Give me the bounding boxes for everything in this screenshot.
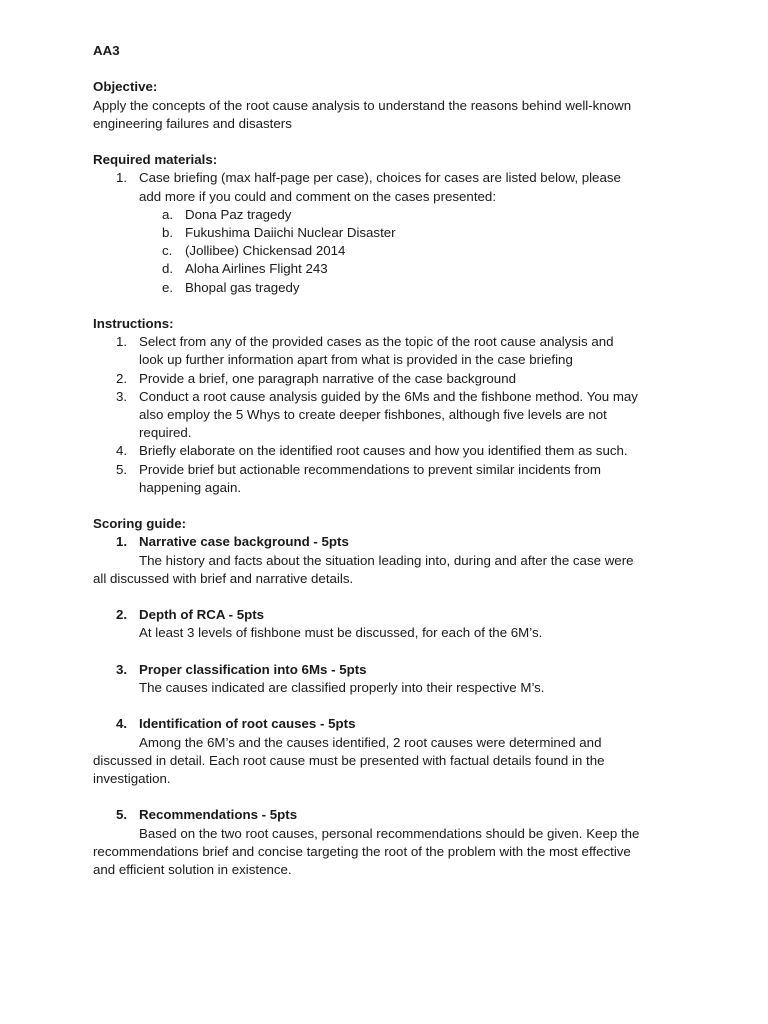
case-option bbox=[93, 224, 683, 242]
list-number: 5. bbox=[116, 461, 128, 477]
instructions-heading: Instructions: bbox=[93, 316, 174, 331]
scoring-item-title bbox=[93, 661, 683, 679]
scoring-title-text: Narrative case background - 5pts bbox=[139, 534, 349, 550]
instruction-line: required. bbox=[139, 425, 192, 441]
list-number: 1. bbox=[116, 534, 128, 550]
scoring-title-text: Depth of RCA - 5pts bbox=[139, 607, 265, 623]
scoring-line: At least 3 levels of fishbone must be discussed, for each of the 6M’s. bbox=[139, 625, 543, 641]
list-number: 1. bbox=[116, 334, 128, 350]
instruction-line: Conduct a root cause analysis guided by the 6Ms and the fishbone method. You may bbox=[139, 388, 638, 404]
scoring-line: recommendations brief and concise targeting the root of the problem with the most effective bbox=[93, 843, 631, 859]
list-letter: a. bbox=[162, 206, 174, 222]
instruction-line: happening again. bbox=[139, 479, 242, 495]
list-letter: d. bbox=[162, 261, 174, 277]
scoring-item-title bbox=[93, 715, 683, 733]
scoring-line: Based on the two root causes, personal recommendations should be given. Keep the bbox=[139, 825, 640, 841]
case-option-text: (Jollibee) Chickensad 2014 bbox=[185, 243, 346, 259]
instruction-item bbox=[93, 370, 683, 388]
case-option-text: Fukushima Daiichi Nuclear Disaster bbox=[185, 225, 396, 240]
case-option-text: Aloha Airlines Flight 243 bbox=[185, 261, 328, 277]
list-letter: b. bbox=[162, 225, 174, 240]
list-number: 4. bbox=[116, 716, 128, 732]
materials-item bbox=[93, 169, 683, 205]
case-option-text: Dona Paz tragedy bbox=[185, 206, 292, 222]
case-option bbox=[93, 242, 683, 260]
instruction-line: Provide brief but actionable recommendations to prevent similar incidents from bbox=[139, 461, 601, 477]
list-number: 2. bbox=[116, 370, 128, 386]
scoring-title-text: Proper classification into 6Ms - 5pts bbox=[139, 661, 367, 677]
instruction-item bbox=[93, 388, 683, 443]
instruction-item bbox=[93, 461, 683, 497]
scoring-line: Among the 6M’s and the causes identified, 2 root causes were determined and bbox=[139, 734, 602, 750]
case-option bbox=[93, 260, 683, 278]
instruction-line: Briefly elaborate on the identified root causes and how you identified them as such. bbox=[139, 443, 628, 459]
scoring-line: investigation. bbox=[93, 771, 171, 787]
list-number: 3. bbox=[116, 661, 128, 677]
scoring-item-title bbox=[93, 606, 683, 624]
materials-item-line: Case briefing (max half-page per case), choices for cases are listed below, please bbox=[139, 170, 621, 186]
scoring-item bbox=[93, 533, 683, 588]
scoring-title-text: Recommendations - 5pts bbox=[139, 807, 298, 823]
scoring-item bbox=[93, 606, 683, 642]
scoring-title-text: Identification of root causes - 5pts bbox=[139, 716, 356, 732]
instruction-item bbox=[93, 442, 683, 460]
scoring-line: The causes indicated are classified properly into their respective M’s. bbox=[139, 680, 545, 696]
list-number: 1. bbox=[116, 170, 128, 186]
scoring-item-title bbox=[93, 533, 683, 551]
scoring-item bbox=[93, 715, 683, 788]
instruction-line: Select from any of the provided cases as the topic of the root cause analysis and bbox=[139, 334, 614, 350]
scoring-line: The history and facts about the situation leading into, during and after the case were bbox=[139, 552, 634, 568]
case-option-text: Bhopal gas tragedy bbox=[185, 279, 300, 295]
objective-text: Apply the concepts of the root cause analysis to understand the reasons behind well-known engineering failures and disasters bbox=[93, 97, 632, 131]
materials-list bbox=[93, 169, 683, 296]
scoring-line: discussed in detail. Each root cause must be presented with factual details found in the bbox=[93, 752, 605, 768]
objective-heading: Objective: bbox=[93, 79, 158, 95]
scoring-item-title bbox=[93, 806, 683, 824]
materials-heading: Required materials: bbox=[93, 152, 218, 168]
instruction-item bbox=[93, 333, 683, 369]
instructions-list bbox=[93, 333, 683, 497]
case-option bbox=[93, 206, 683, 224]
scoring-line: and efficient solution in existence. bbox=[93, 862, 292, 878]
scoring-item bbox=[93, 806, 683, 879]
instruction-line: Provide a brief, one paragraph narrative of the case background bbox=[139, 370, 516, 386]
scoring-heading: Scoring guide: bbox=[93, 516, 187, 532]
list-number: 4. bbox=[116, 443, 128, 459]
materials-item-line: add more if you could and comment on the cases presented: bbox=[139, 188, 497, 204]
list-letter: e. bbox=[162, 279, 174, 295]
document-body bbox=[93, 42, 683, 879]
case-option bbox=[93, 279, 683, 297]
list-number: 5. bbox=[116, 807, 128, 823]
instruction-line: also employ the 5 Whys to create deeper fishbones, although five levels are not bbox=[139, 407, 607, 423]
list-number: 2. bbox=[116, 607, 128, 623]
list-number: 3. bbox=[116, 388, 128, 404]
doc-title: AA3 bbox=[93, 43, 120, 58]
list-letter: c. bbox=[162, 243, 173, 259]
scoring-item bbox=[93, 661, 683, 697]
scoring-line: all discussed with brief and narrative details. bbox=[93, 570, 354, 586]
instruction-line: look up further information apart from what is provided in the case briefing bbox=[139, 352, 573, 368]
